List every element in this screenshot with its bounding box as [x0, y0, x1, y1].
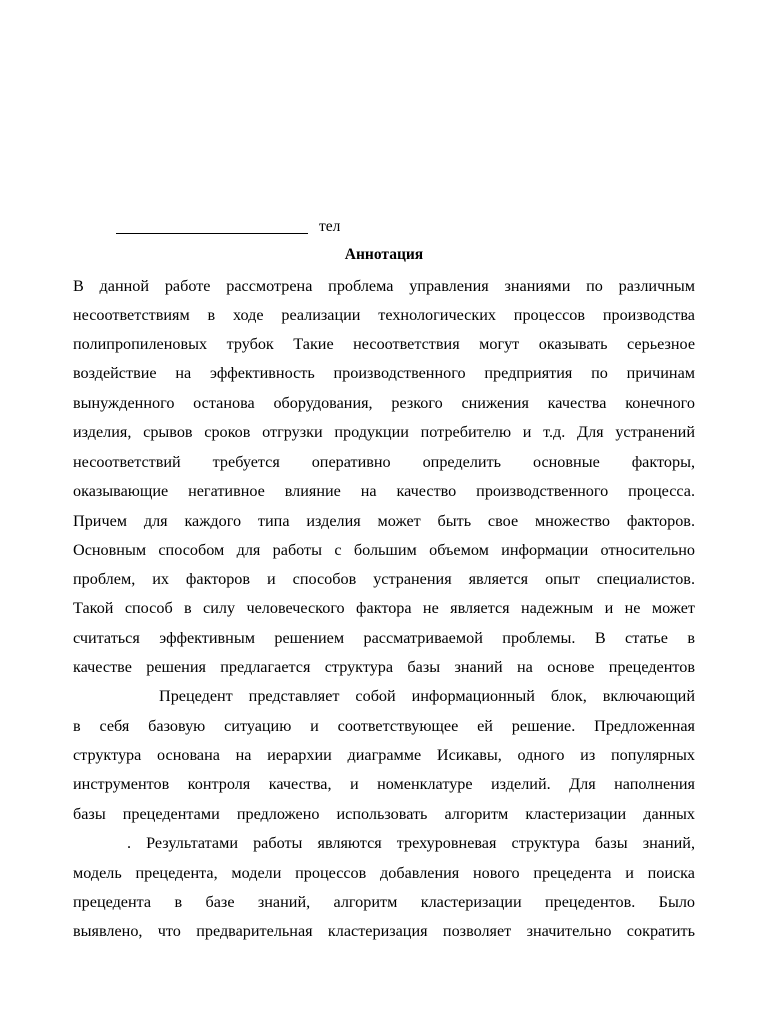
text-line: структура основана на иерархии диаграмме Исикавы, одного из популярных [73, 746, 695, 764]
text-line: проблем, их факторов и способов устранения является опыт специалистов. [73, 570, 695, 588]
text-line: изделия, срывов сроков отгрузки продукции потребителю и т.д. Для устранений [73, 423, 695, 441]
text-line: выявлено, что предварительная кластеризация позволяет значительно сократить [73, 922, 695, 940]
text-line: воздействие на эффективность производственного предприятия по причинам [73, 364, 695, 382]
annotation-title: Аннотация [344, 246, 424, 263]
text-line: полипропиленовых трубок Такие несоответствия могут оказывать серьезное [73, 335, 695, 353]
author-tel-line [116, 218, 356, 236]
text-line: модель прецедента, модели процессов добавления нового прецедента и поиска [73, 864, 695, 882]
text-line: базы прецедентами предложено использовать алгоритм кластеризации данных [73, 805, 695, 823]
text-line: качестве решения предлагается структура базы знаний на основе прецедентов [73, 658, 695, 676]
text-line: несоответствиям в ходе реализации технологических процессов производства [73, 306, 695, 324]
text-line: инструментов контроля качества, и номенклатуре изделий. Для наполнения [73, 775, 695, 793]
text-line: прецедента в базе знаний, алгоритм кластеризации прецедентов. Было [73, 893, 695, 911]
tel-label: тел [319, 218, 341, 235]
blank-underline [116, 233, 308, 234]
text-line: считаться эффективным решением рассматриваемой проблемы. В статье в [73, 629, 695, 647]
text-line: Основным способом для работы с большим объемом информации относительно [73, 541, 695, 559]
text-line: Прецедент представляет собой информационный блок, включающий [159, 687, 695, 705]
text-line: оказывающие негативное влияние на качество производственного процесса. [73, 482, 695, 500]
text-line: вынужденного останова оборудования, резкого снижения качества конечного [73, 394, 695, 412]
text-line: Такой способ в силу человеческого фактора не является надежным и не может [73, 599, 695, 617]
text-line: в себя базовую ситуацию и соответствующее ей решение. Предложенная [73, 717, 695, 735]
text-line: Причем для каждого типа изделия может быть свое множество факторов. [73, 512, 695, 530]
text-line: . Результатами работы являются трехуровневая структура базы знаний, [127, 834, 695, 852]
text-line: несоответствий требуется оперативно определить основные факторы, [73, 453, 695, 471]
text-line: В данной работе рассмотрена проблема управления знаниями по различным [73, 277, 695, 295]
